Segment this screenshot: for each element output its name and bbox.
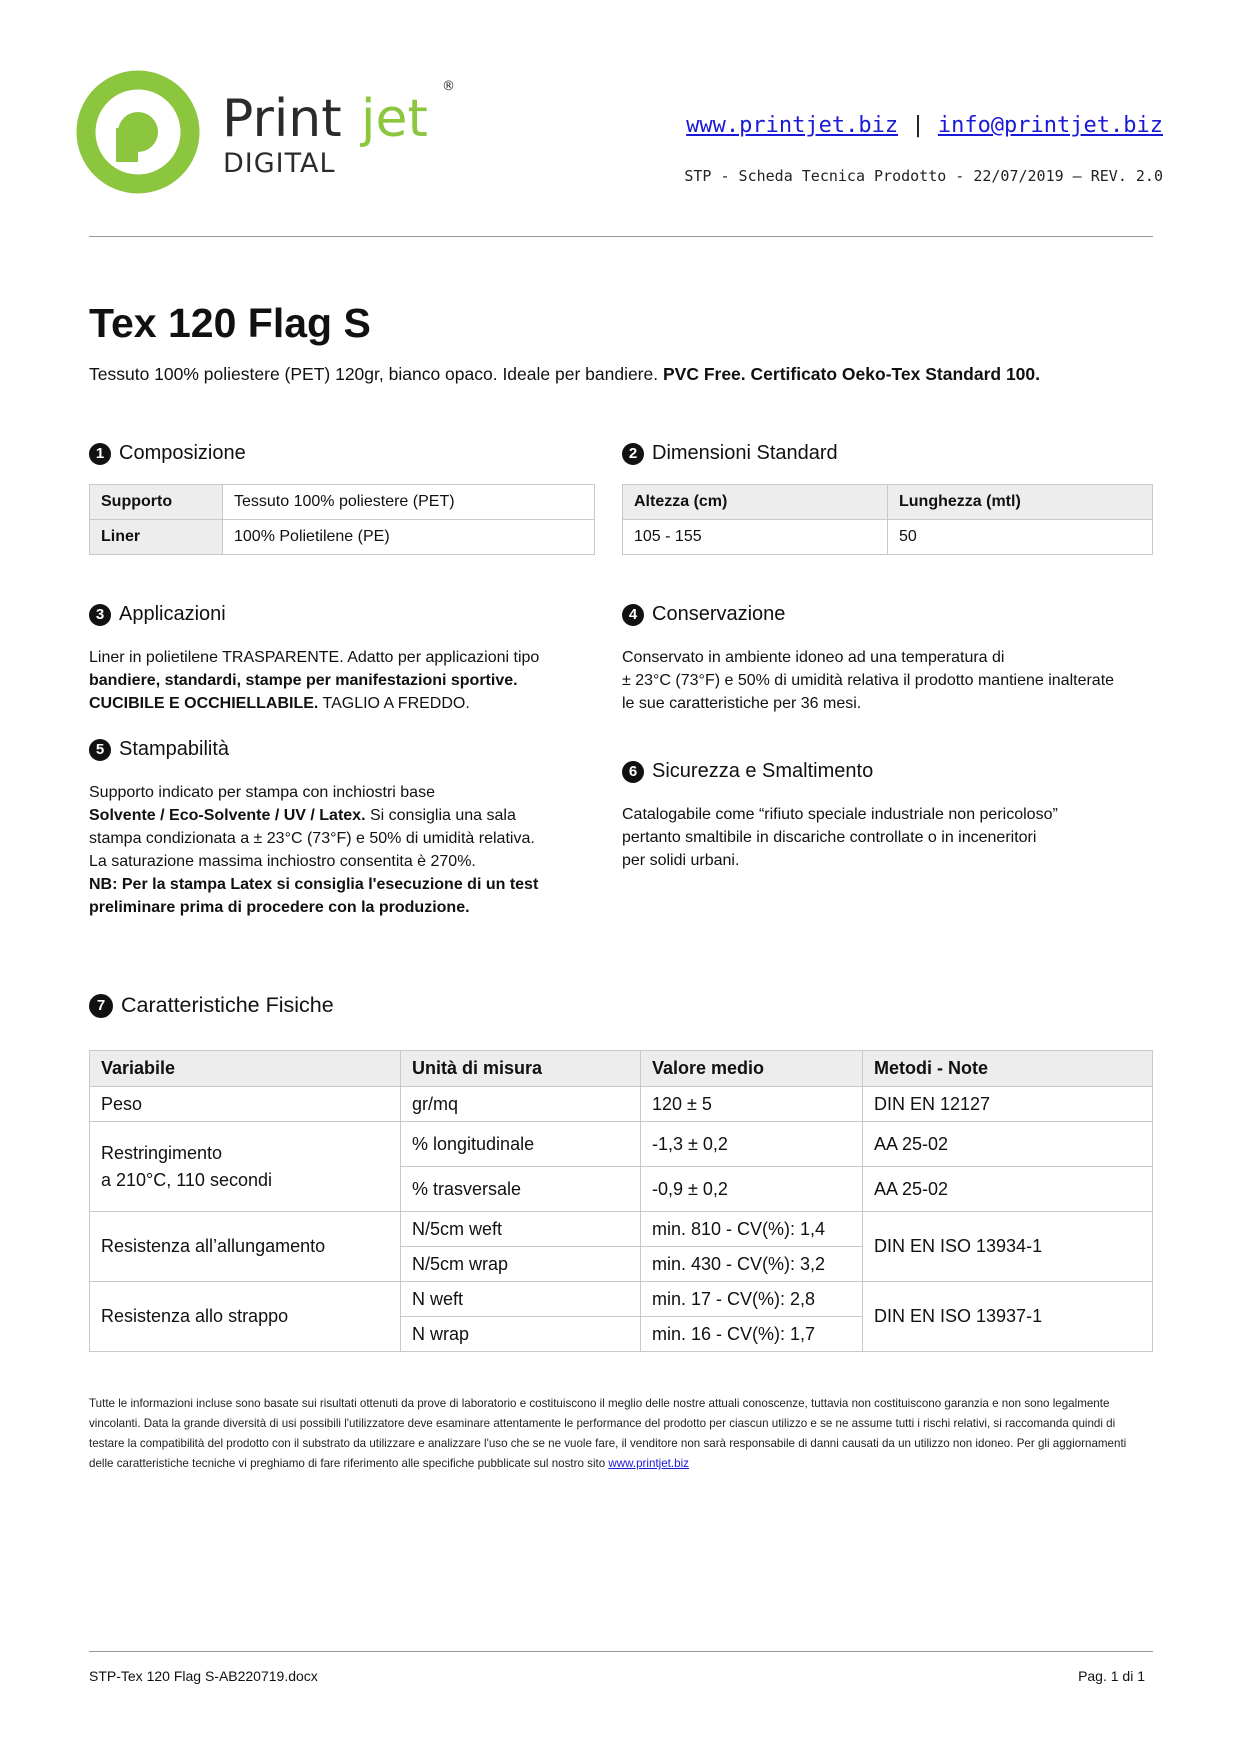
document-info: STP - Scheda Tecnica Prodotto - 22/07/2019 – REV. 2.0 xyxy=(684,167,1163,185)
header-divider xyxy=(89,236,1153,237)
section-number-4: 4 xyxy=(622,604,644,626)
text-line: Supporto indicato per stampa con inchiostri base xyxy=(89,784,435,801)
table-row xyxy=(90,520,595,555)
text-rest: Si consiglia una sala xyxy=(365,807,516,824)
table-cell-method: DIN EN ISO 13934-1 xyxy=(863,1212,1153,1282)
table-header-cell: Variabile xyxy=(90,1051,401,1087)
website-link[interactable]: www.printjet.biz xyxy=(686,113,899,138)
applicazioni-text xyxy=(89,646,609,715)
table-cell-value: 100% Polietilene (PE) xyxy=(223,520,595,555)
text-line-bold: NB: Per la stampa Latex si consiglia l'esecuzione di un test xyxy=(89,876,539,893)
section-title: Sicurezza e Smaltimento xyxy=(652,760,874,782)
disclaimer xyxy=(89,1394,1153,1474)
text-bold: Solvente / Eco-Solvente / UV / Latex. xyxy=(89,807,366,824)
section-dimensioni-heading xyxy=(622,442,838,465)
table-cell-label: Supporto xyxy=(90,485,223,520)
section-number-5: 5 xyxy=(89,739,111,761)
section-title: Conservazione xyxy=(652,603,786,625)
product-description-bold: PVC Free. Certificato Oeko-Tex Standard 100. xyxy=(662,364,1041,384)
text-line xyxy=(89,804,609,827)
table-row xyxy=(90,485,595,520)
text-line: pertanto smaltibile in discariche controllate o in inceneritori xyxy=(622,829,1037,846)
section-title: Caratteristiche Fisiche xyxy=(121,993,334,1017)
text-line: a 210°C, 110 secondi xyxy=(101,1169,272,1190)
section-number-1: 1 xyxy=(89,443,111,465)
table-cell: % longitudinale xyxy=(401,1122,641,1167)
footer-divider xyxy=(89,1651,1153,1652)
table-cell: Peso xyxy=(90,1087,401,1122)
logo-text-print: Print xyxy=(222,89,342,149)
table-cell: N wrap xyxy=(401,1317,641,1352)
logo-registered-mark: ® xyxy=(442,79,455,94)
table-cell: N/5cm wrap xyxy=(401,1247,641,1282)
table-cell-value: 50 xyxy=(888,520,1153,555)
table-cell: N/5cm weft xyxy=(401,1212,641,1247)
table-header-cell: Unità di misura xyxy=(401,1051,641,1087)
table-cell: AA 25-02 xyxy=(863,1167,1153,1212)
text-bold: CUCIBILE E OCCHIELLABILE. xyxy=(89,695,319,712)
table-row xyxy=(90,1087,1153,1122)
table-cell: -0,9 ± 0,2 xyxy=(641,1167,863,1212)
text-line: Restringimento xyxy=(101,1142,223,1163)
section-title: Applicazioni xyxy=(119,603,226,625)
table-row xyxy=(623,520,1153,555)
section-number-7: 7 xyxy=(89,994,113,1018)
section-stampabilita-heading xyxy=(89,738,229,761)
text-line: ± 23°C (73°F) e 50% di umidità relativa il prodotto mantiene inalterate xyxy=(622,672,1115,689)
logo-text-jet: jet xyxy=(361,89,428,149)
table-cell-label: Liner xyxy=(90,520,223,555)
table-row xyxy=(90,1212,1153,1247)
product-description xyxy=(89,364,1040,385)
disclaimer-website-link[interactable]: www.printjet.biz xyxy=(608,1457,689,1470)
email-link[interactable]: info@printjet.biz xyxy=(937,113,1163,138)
table-cell-variable xyxy=(90,1122,401,1212)
table-header-cell: Lunghezza (mtl) xyxy=(888,485,1153,520)
section-applicazioni-heading xyxy=(89,603,226,626)
section-number-6: 6 xyxy=(622,761,644,783)
printjet-logo xyxy=(76,62,456,212)
table-cell: AA 25-02 xyxy=(863,1122,1153,1167)
text-line-bold: bandiere, standardi, stampe per manifestazioni sportive. xyxy=(89,672,518,689)
table-cell: min. 430 - CV(%): 3,2 xyxy=(641,1247,863,1282)
table-header-cell: Valore medio xyxy=(641,1051,863,1087)
table-cell-value: Tessuto 100% poliestere (PET) xyxy=(223,485,595,520)
text-line: La saturazione massima inchiostro consentita è 270%. xyxy=(89,853,476,870)
text-line: stampa condizionata a ± 23°C (73°F) e 50% di umidità relativa. xyxy=(89,830,535,847)
section-conservazione-heading xyxy=(622,603,785,626)
logo-text-digital: DIGITAL xyxy=(223,148,336,179)
table-header-row xyxy=(623,485,1153,520)
table-cell-value: 105 - 155 xyxy=(623,520,888,555)
table-cell: N weft xyxy=(401,1282,641,1317)
text-line-bold: preliminare prima di procedere con la produzione. xyxy=(89,899,470,916)
section-sicurezza-heading xyxy=(622,760,873,783)
product-title: Tex 120 Flag S xyxy=(89,300,371,346)
table-cell: -1,3 ± 0,2 xyxy=(641,1122,863,1167)
text-line xyxy=(89,692,609,715)
section-number-3: 3 xyxy=(89,604,111,626)
table-header-row xyxy=(90,1051,1153,1087)
dimensioni-table xyxy=(622,484,1153,555)
section-title: Stampabilità xyxy=(119,738,230,760)
table-cell: % trasversale xyxy=(401,1167,641,1212)
composizione-table xyxy=(89,484,595,555)
table-cell: 120 ± 5 xyxy=(641,1087,863,1122)
text-line: Catalogabile come “rifiuto speciale industriale non pericoloso” xyxy=(622,806,1058,823)
section-title: Composizione xyxy=(119,442,246,464)
text-rest: TAGLIO A FREDDO. xyxy=(318,695,470,712)
footer-filename: STP-Tex 120 Flag S-AB220719.docx xyxy=(89,1668,318,1684)
text-line: Conservato in ambiente idoneo ad una temperatura di xyxy=(622,649,1005,666)
text-line: le sue caratteristiche per 36 mesi. xyxy=(622,695,862,712)
table-cell-method: DIN EN ISO 13937-1 xyxy=(863,1282,1153,1352)
sicurezza-text xyxy=(622,803,1153,872)
footer-page-number: Pag. 1 di 1 xyxy=(1078,1668,1145,1684)
table-row xyxy=(90,1122,1153,1167)
table-header-cell: Altezza (cm) xyxy=(623,485,888,520)
section-caratteristiche-heading xyxy=(89,993,334,1018)
caratteristiche-table xyxy=(89,1050,1153,1352)
section-number-2: 2 xyxy=(622,443,644,465)
text-line: Liner in polietilene TRASPARENTE. Adatto per applicazioni tipo xyxy=(89,649,540,666)
contact-separator: | xyxy=(911,113,925,138)
stampabilita-text xyxy=(89,781,609,919)
table-cell: min. 17 - CV(%): 2,8 xyxy=(641,1282,863,1317)
section-title: Dimensioni Standard xyxy=(652,442,838,464)
table-header-cell: Metodi - Note xyxy=(863,1051,1153,1087)
logo-stem xyxy=(116,128,138,162)
table-cell: gr/mq xyxy=(401,1087,641,1122)
contact-links xyxy=(686,113,1163,138)
table-cell: DIN EN 12127 xyxy=(863,1087,1153,1122)
section-composizione-heading xyxy=(89,442,246,465)
table-cell: min. 16 - CV(%): 1,7 xyxy=(641,1317,863,1352)
conservazione-text xyxy=(622,646,1153,715)
table-cell-variable: Resistenza all’allungamento xyxy=(90,1212,401,1282)
table-cell-variable: Resistenza allo strappo xyxy=(90,1282,401,1352)
table-row xyxy=(90,1282,1153,1317)
product-description-text: Tessuto 100% poliestere (PET) 120gr, bianco opaco. Ideale per bandiere. xyxy=(89,364,663,384)
disclaimer-text: Tutte le informazioni incluse sono basate sui risultati ottenuti da prove di laboratorio e costituiscono il meglio delle nostre attuali conoscenze, tuttavia non costituiscono garanzia e non sono legalmente vincolanti. Data la grande diversità di usi possibili l'utilizzatore deve esaminare attentamente le performance del prodotto per ciascun utilizzo e se ne assume tutti i rischi relativi, si raccomanda quindi di testare la compatibilità del prodotto con il substrato da utilizzare e analizzare l'uso che se ne vuole fare, il venditore non sarà responsabile di danni causati da un utilizzo non idoneo. Per gli aggiornamenti delle caratteristiche tecniche vi preghiamo di fare riferimento alle specifiche pubblicate sul nostro sito xyxy=(89,1397,1127,1470)
table-cell: min. 810 - CV(%): 1,4 xyxy=(641,1212,863,1247)
text-line: per solidi urbani. xyxy=(622,852,740,869)
